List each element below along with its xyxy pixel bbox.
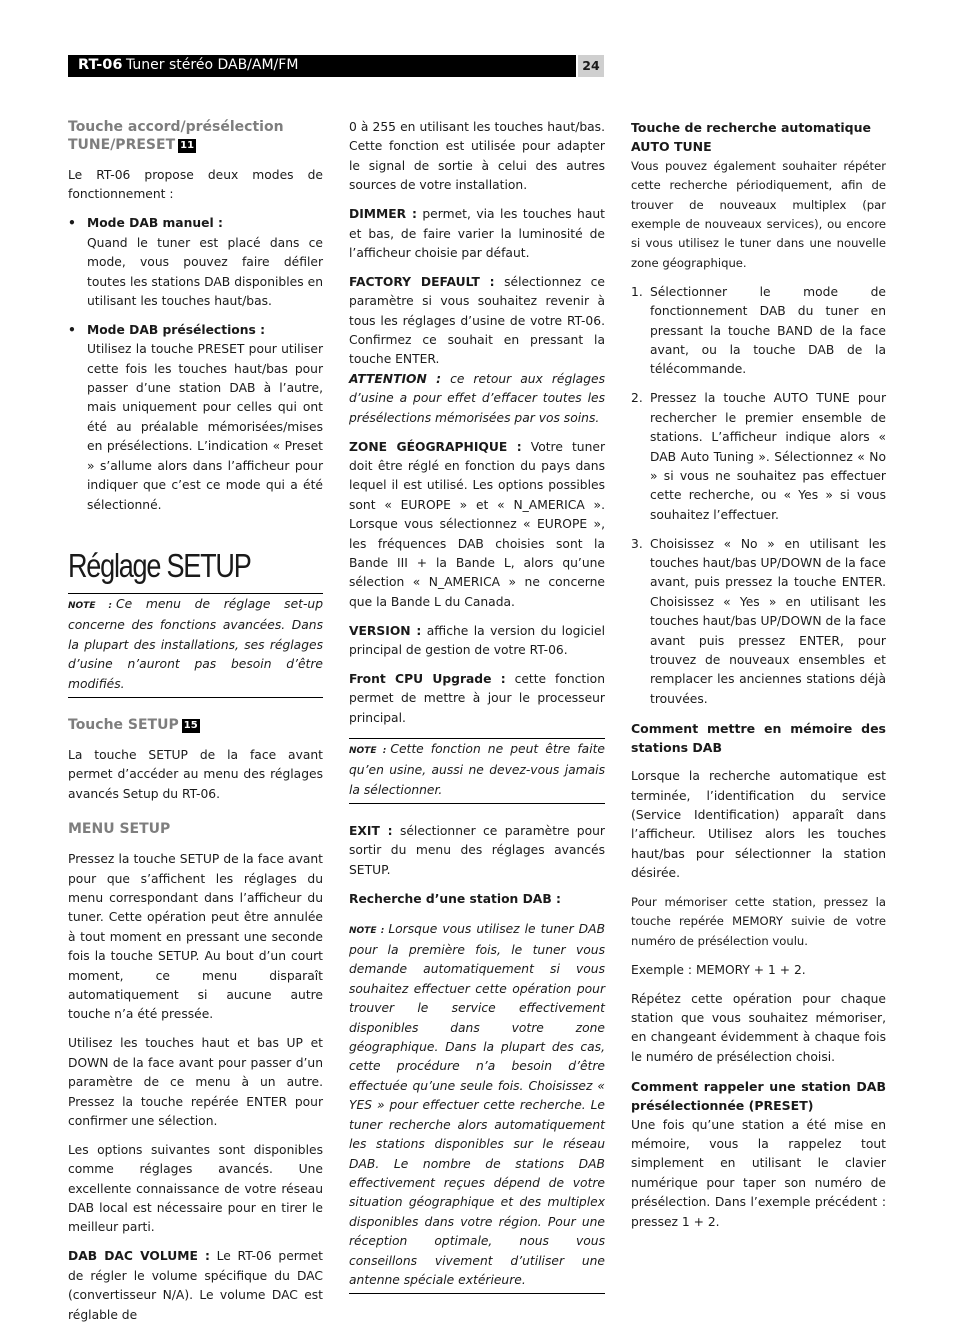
note-text: Lorsque vous utilisez le tuner DAB pour la première fois, le tuner vous demande automatiquement si vous souhaitez effectuer cette opération pour trouver le service effectivement disponibles dans votre zone géographique. Dans la plupart des cas, cette procédure n’a besoin d’être effectuée qu’une seule fois. Choisissez « YES » pour effectuer cette recherche. Le tuner recherche alors automatiquement les stations disponibles sur le réseau DAB. Le nombre de stations DAB effectivement reçues dépend de votre situation géographique et des multiplex disponibles dans votre région. Pour une réception optimale, nous vous conseillons vivement d’utiliser une antenne spéciale extérieure. <box>349 921 605 1287</box>
menu-paragraph-3: Les options suivantes sont disponibles comme réglages avancés. Une excellente connaissance de votre réseau DAB local est nécessaire pour en tirer le meilleur parti. <box>68 1142 323 1235</box>
exit-lead: EXIT : <box>349 824 393 838</box>
cpu-lead: Front CPU Upgrade : <box>349 672 506 687</box>
model-name: RT-06 <box>78 57 123 73</box>
exit-paragraph <box>349 822 605 880</box>
step-text: Pressez la touche AUTO TUNE pour rechercher le premier ensemble de stations. L’afficheur indique alors « DAB Auto Tuning ». Sélectionnez « No » si vous ne souhaitez pas effectuer cette recherche, ou « Yes » si vous souhaitez l’effectuer. <box>650 391 886 522</box>
attention-text: ce retour aux réglages d’usine a pour effet d’effacer toutes les présélections mémorisées par vos soins. <box>349 371 605 425</box>
factory-text: sélectionnez ce paramètre si vous souhaitez revenir à tous les réglages d’usine de votre RT-06. Confirmez ce souhait en pressant la touche ENTER. <box>349 274 605 367</box>
setup-paragraph: La touche SETUP de la face avant permet d’accéder au menu des réglages avancés Setup du RT-06. <box>68 747 323 801</box>
page-header <box>68 55 604 77</box>
factory-paragraph <box>349 273 605 370</box>
dimmer-text: permet, via les touches haut et bas, de faire varier la luminosité de l’afficheur choisie par défaut. <box>349 207 605 260</box>
note-text: Cette fonction ne peut être faite qu’en usine, aussi ne devez-vous jamais la sélectionner. <box>349 741 606 797</box>
cpu-text: cette fonction permet de mettre à jour le processeur principal. <box>349 672 605 725</box>
zone-paragraph <box>349 438 605 613</box>
recall-heading: Comment rappeler une station DAB présélectionnée (PRESET) <box>631 1078 886 1114</box>
dac-paragraph <box>68 1247 323 1325</box>
dimmer-paragraph <box>349 205 605 263</box>
section-title-menu: MENU SETUP <box>68 821 171 838</box>
setup-title: Touche SETUP <box>68 716 179 733</box>
menu-paragraph-2: Utilisez les touches haut et bas UP et DOWN de la face avant pour passer d’un paramètre de ce menu à un autre. Pressez la touche repérée ENTER pour confirmer une sélection. <box>68 1036 323 1128</box>
page-number: 24 <box>578 55 604 77</box>
dac-lead: DAB DAC VOLUME : <box>68 1249 210 1264</box>
version-lead: VERSION : <box>349 623 422 638</box>
recall-paragraph: Une fois qu’une station a été mise en mémoire, vous la rappelez tout simplement en utilisant le clavier numérique pour taper son numéro de présélection. Dans l’exemple précédent : pressez 1 + 2. <box>631 1117 886 1229</box>
note-box <box>349 738 605 804</box>
step-number: 1. <box>631 284 643 299</box>
memory-example: Exemple : MEMORY + 1 + 2. <box>631 962 806 977</box>
factory-lead: FACTORY DEFAULT : <box>349 274 495 289</box>
memory-paragraph-4: Répétez cette opération pour chaque station que vous souhaitez mémoriser, en changeant évidemment à chaque fois le numéro de présélection choisi. <box>631 991 886 1064</box>
auto-tune-title-line2: AUTO TUNE <box>631 139 712 155</box>
step-item <box>631 389 886 525</box>
attention-lead: ATTENTION : <box>349 371 442 386</box>
note-text: Ce menu de réglage set-up concerne des fonctions avancées. Dans la plupart des installations, ses réglages d’usine n’auront pas besoin d’être modifiés. <box>68 596 324 691</box>
version-paragraph <box>349 622 605 661</box>
tune-title-line1: Touche accord/présélection <box>68 119 284 135</box>
bullet-manual <box>68 214 323 311</box>
column-3 <box>631 118 886 1242</box>
dac-continued: 0 à 255 en utilisant les touches haut/bas. Cette fonction est utilisée pour adapter le signal de sortie à celui des autres sources de votre installation. <box>349 120 605 193</box>
bullet-dot: • <box>68 216 76 231</box>
auto-tune-paragraph: Vous pouvez également souhaiter répéter cette recherche périodiquement, afin de trouver de nouveaux multiplex (par exemple de nouveaux services), ou encore si vous utilisez le tuner dans une nouvelle zone géographique. <box>631 158 886 270</box>
exit-text: sélectionner ce paramètre pour sortir du menu des réglages avancés SETUP. <box>349 824 605 877</box>
dimmer-lead: DIMMER : <box>349 207 417 222</box>
attention-paragraph <box>349 370 605 428</box>
bullet-text: Utilisez la touche PRESET pour utiliser cette fois les touches haut/bas pour passer d’une station DAB à l’autre, mais uniquement pour celles qui ont été au préalable mémorisées/mises en présélections. L’indication « Preset » s’allume alors dans l’afficheur pour indiquer que c’est ce mode qui a été sélectionné. <box>87 342 323 512</box>
step-number: 2. <box>631 391 643 406</box>
search-heading: Recherche d’une station DAB : <box>349 891 561 906</box>
memory-paragraph-1: Lorsque la recherche automatique est terminée, l’identification du service (Service Identification) apparaît dans l’afficheur. Utilisez alors les touches haut/bas pour sélectionner la station désirée. <box>631 769 886 881</box>
zone-text: Votre tuner doit être réglé en fonction du pays dans lequel il est utilisé. Les options possibles sont « EUROPE » et « N_AMERICA ». Lorsque vous sélectionnez « EUROPE », les fréquences DAB choisies sont la Bande III + la Bande L, alors qu’une sélection « N_AMERICA » ne concerne que la Bande L du Canada. <box>349 439 605 609</box>
section-title-tune <box>68 118 323 154</box>
version-text: affiche la version du logiciel principal de gestion de votre RT-06. <box>349 623 606 658</box>
header-bar <box>68 55 576 77</box>
tune-title-line2: TUNE/PRESET <box>68 137 176 153</box>
step-item <box>631 283 886 380</box>
bullet-presets <box>68 321 323 515</box>
dac-text: Le RT-06 permet de régler le volume spécifique du DAC (convertisseur N/A). Le volume DAC est réglable de <box>68 1249 323 1322</box>
bullet-title: Mode DAB manuel : <box>87 216 223 231</box>
step-item <box>631 535 886 710</box>
big-heading: Réglage SETUP <box>68 546 251 584</box>
menu-paragraph-1: Pressez la touche SETUP de la face avant pour que s’affichent les réglages du menu correspondant dans l’afficheur du tuner. Cette opération peut être annulée à tout moment en pressant une seconde fois la touche SETUP. Au bout d’un court moment, ce menu disparaît automatiquement si aucune autre touche n’a été pressée. <box>68 852 323 1022</box>
section-title-setup <box>68 716 323 734</box>
key-number-badge: 11 <box>180 140 195 151</box>
bullet-title: Mode DAB présélections : <box>87 322 266 337</box>
memory-heading: Comment mettre en mémoire des stations DAB <box>631 720 886 756</box>
zone-lead: ZONE GÉOGRAPHIQUE : <box>349 439 522 454</box>
step-text: Choisissez « No » en utilisant les touches haut/bas UP/DOWN de la face avant, puis pressez la touche ENTER. Choisissez « Yes » en utilisant les touches haut/bas UP/DOWN de la face avant puis pressez ENTER, pour trouvez de nouveaux ensembles et remplacer les anciennes stations déjà trouvées. <box>650 536 886 706</box>
step-number: 3. <box>631 536 643 551</box>
note-box <box>68 593 323 698</box>
header-subtitle: Tuner stéréo DAB/AM/FM <box>126 57 299 73</box>
step-text: Sélectionner le mode de fonctionnement DAB du tuner en pressant la touche BAND de la face avant, ou la touche DAB de la télécommande. <box>650 284 886 377</box>
column-1 <box>68 118 323 1335</box>
bullet-text: Quand le tuner est placé dans ce mode, vous pouvez faire défiler toutes les stations DAB disponibles en utilisant les touches haut/bas. <box>87 235 323 308</box>
note-tag: NOTE : <box>349 745 387 756</box>
cpu-paragraph <box>349 670 605 728</box>
memory-paragraph-2: Pour mémoriser cette station, pressez la touche repérée MEMORY suivie de votre numéro de présélection voulu. <box>631 895 886 948</box>
key-number-badge: 15 <box>183 719 198 731</box>
note-tag: NOTE : <box>349 925 385 936</box>
bullet-dot: • <box>68 322 76 337</box>
intro-paragraph: Le RT-06 propose deux modes de fonctionnement : <box>68 168 323 202</box>
note-tag: NOTE : <box>68 600 112 611</box>
note-box <box>349 919 605 1295</box>
column-2 <box>349 118 605 1312</box>
auto-tune-title-line1: Touche de recherche automatique <box>631 120 871 135</box>
